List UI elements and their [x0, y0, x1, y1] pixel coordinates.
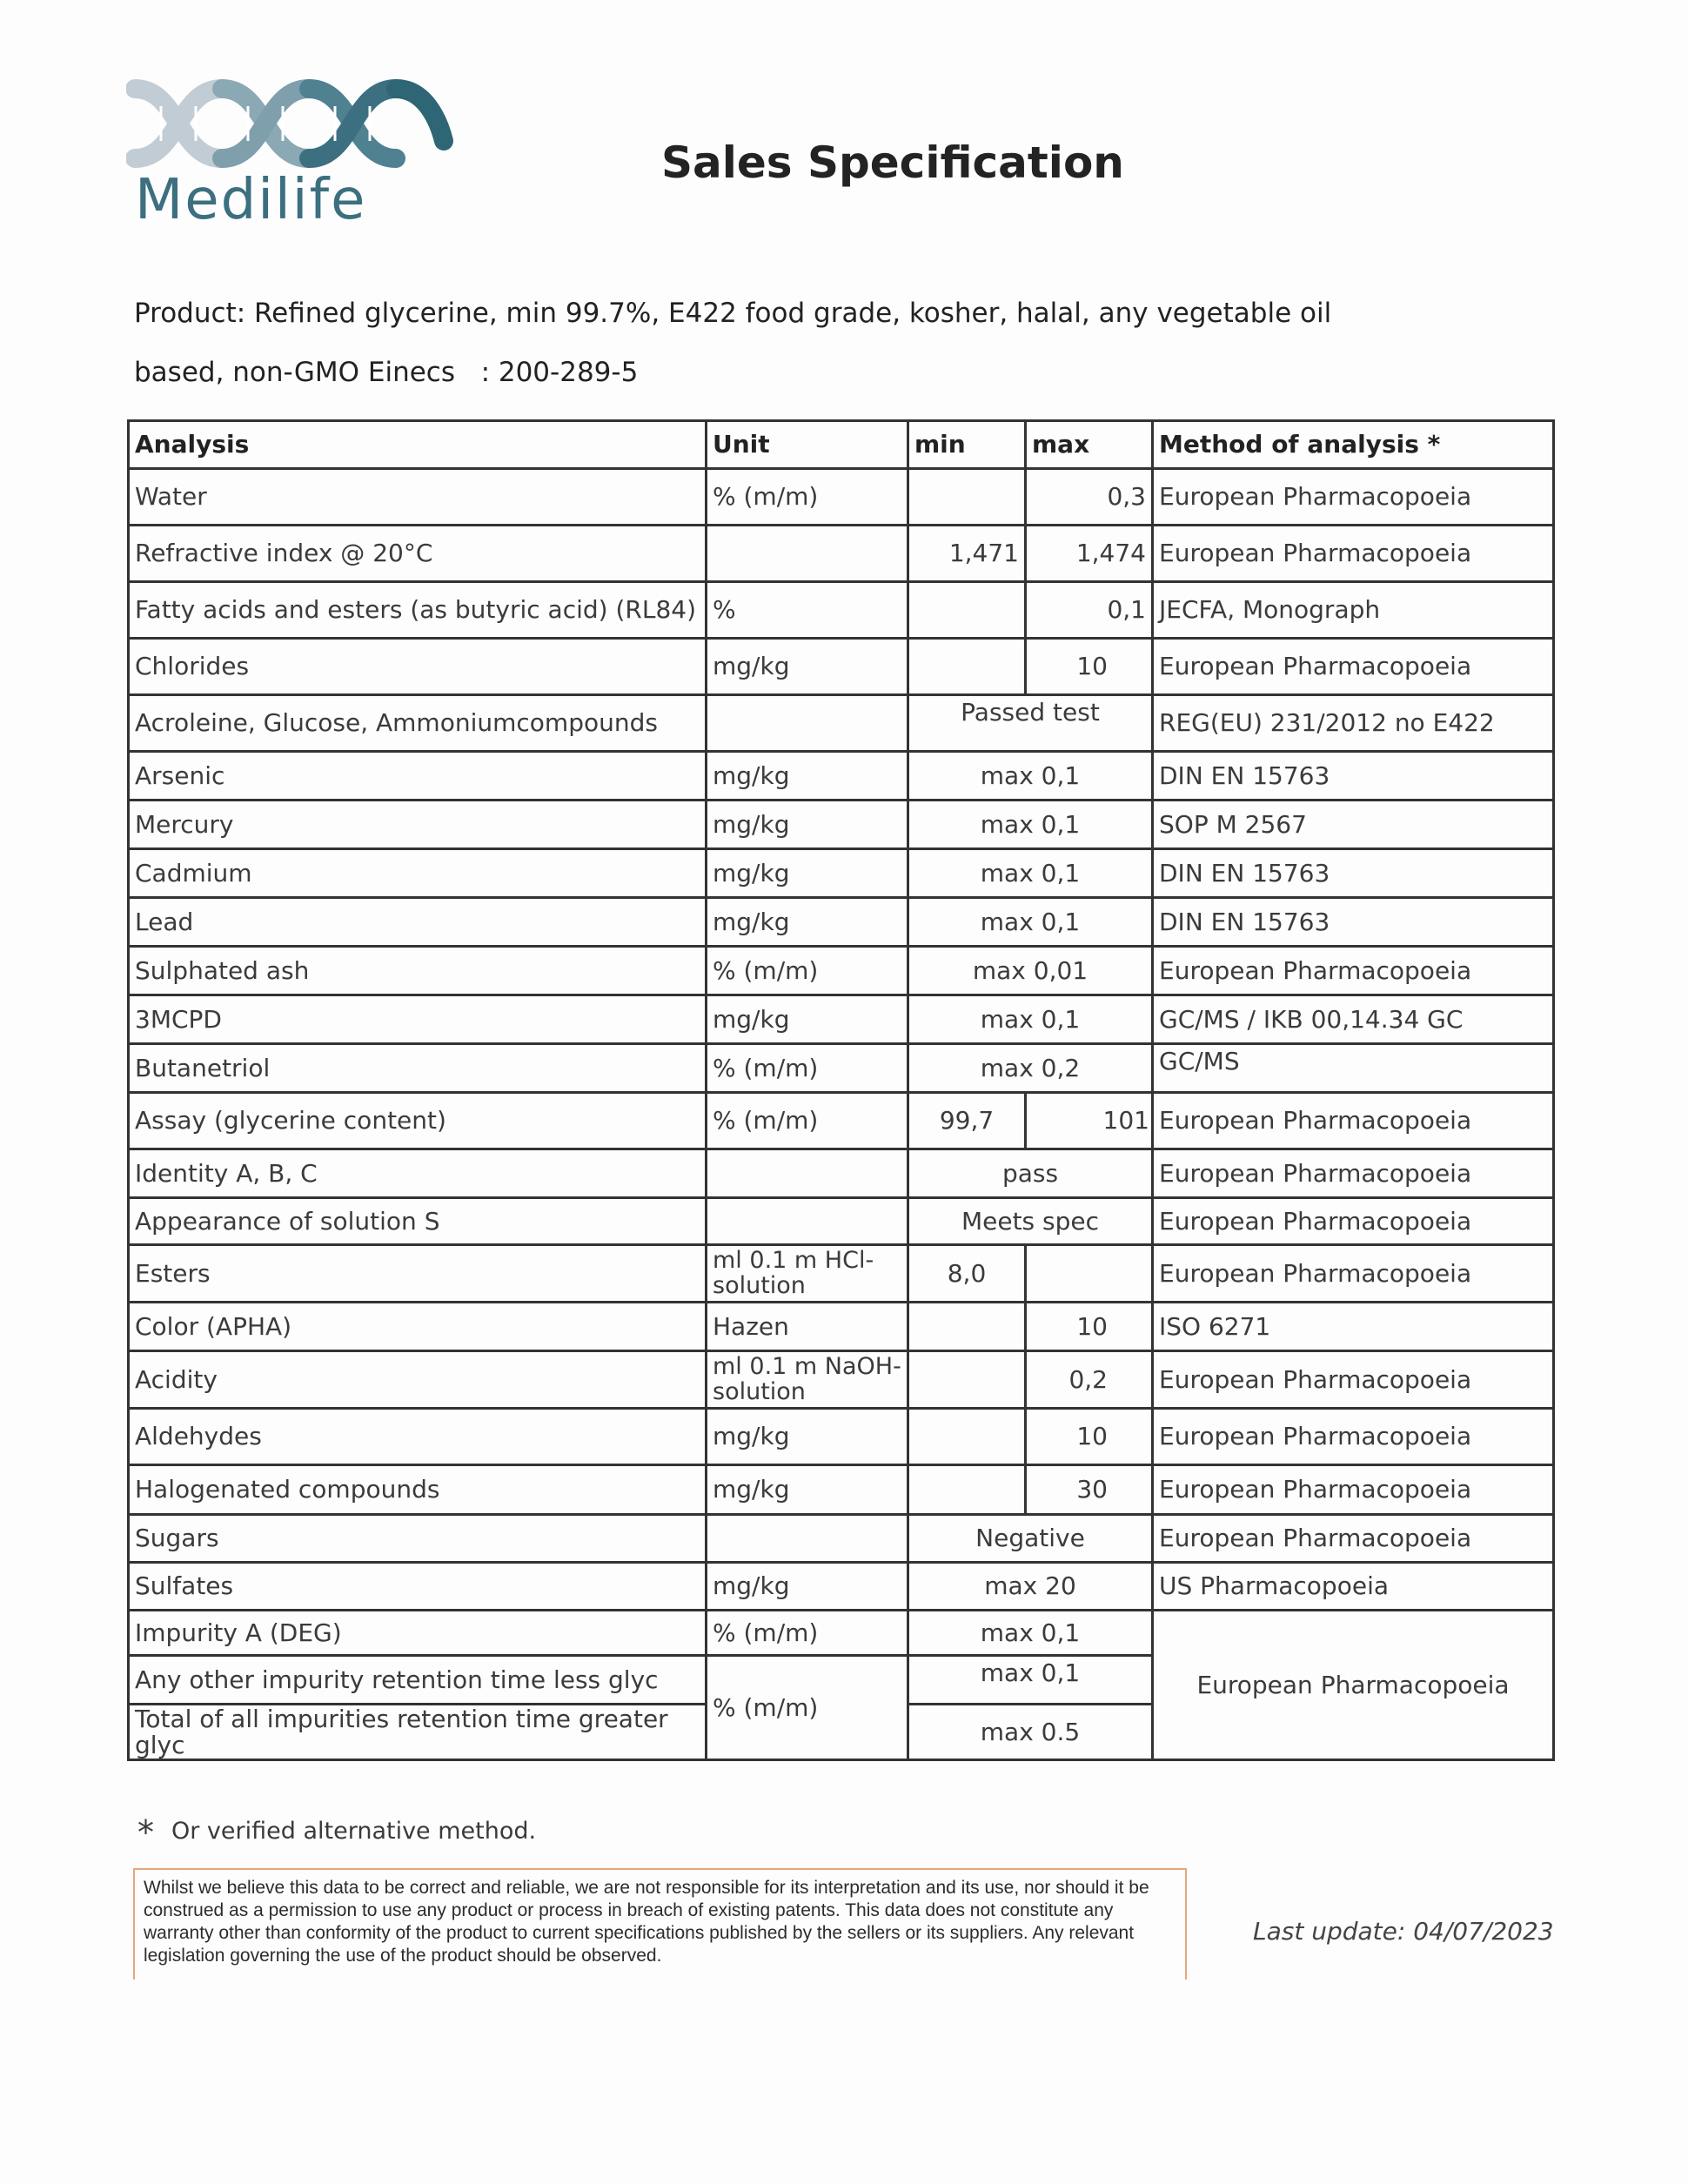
spec-value-cell: max 0,1: [908, 1611, 1153, 1656]
table-row: [129, 752, 1554, 801]
unit-cell: mg/kg: [707, 639, 908, 695]
analysis-cell: Sugars: [129, 1515, 707, 1563]
analysis-cell: Aldehydes: [129, 1409, 707, 1465]
analysis-cell: Chlorides: [129, 639, 707, 695]
analysis-cell: Appearance of solution S: [129, 1198, 707, 1245]
footnote-text: Or verified alternative method.: [171, 1818, 537, 1845]
analysis-cell: Mercury: [129, 801, 707, 849]
spec-value-cell: max 0,01: [908, 947, 1153, 995]
unit-cell: [707, 1515, 908, 1563]
method-cell: DIN EN 15763: [1153, 752, 1554, 801]
product-line-2: based, non-GMO Einecs : 200-289-5: [134, 357, 639, 388]
table-row: [129, 1093, 1554, 1149]
method-cell: European Pharmacopoeia: [1153, 947, 1554, 995]
page-title: Sales Specification: [661, 137, 1124, 188]
spec-value-cell: Negative: [908, 1515, 1153, 1563]
min-cell: [908, 1409, 1026, 1465]
header-min: min: [908, 421, 1026, 469]
unit-cell: mg/kg: [707, 1563, 908, 1611]
unit-cell: [707, 526, 908, 582]
max-cell: 1,474: [1026, 526, 1153, 582]
header-max: max: [1026, 421, 1153, 469]
last-update: Last update: 04/07/2023: [1253, 1917, 1554, 1946]
method-cell: European Pharmacopoeia: [1153, 469, 1554, 526]
header-analysis: Analysis: [129, 421, 707, 469]
specification-table: [127, 419, 1555, 1761]
unit-cell: % (m/m): [707, 1611, 908, 1656]
unit-cell: mg/kg: [707, 1465, 908, 1515]
unit-cell: % (m/m): [707, 1044, 908, 1093]
method-cell: JECFA, Monograph: [1153, 582, 1554, 639]
table-header-row: [129, 421, 1554, 469]
analysis-cell: Color (APHA): [129, 1303, 707, 1351]
table-row: [129, 995, 1554, 1044]
min-cell: [908, 469, 1026, 526]
analysis-cell: Butanetriol: [129, 1044, 707, 1093]
method-cell: DIN EN 15763: [1153, 898, 1554, 947]
table-row: [129, 801, 1554, 849]
asterisk: *: [137, 1813, 154, 1852]
table-row: [129, 1044, 1554, 1093]
table-row: [129, 1563, 1554, 1611]
table-row: [129, 1198, 1554, 1245]
unit-cell: mg/kg: [707, 1409, 908, 1465]
analysis-cell: Sulfates: [129, 1563, 707, 1611]
spec-value-cell: max 0,1: [908, 849, 1153, 898]
unit-cell: ml 0.1 m HCl-solution: [707, 1245, 908, 1303]
method-cell: US Pharmacopoeia: [1153, 1563, 1554, 1611]
method-cell: European Pharmacopoeia: [1153, 526, 1554, 582]
max-cell: 30: [1026, 1465, 1153, 1515]
unit-cell: [707, 695, 908, 752]
analysis-cell: Total of all impurities retention time greater glyc: [129, 1705, 707, 1760]
table-row: [129, 1465, 1554, 1515]
min-cell: [908, 1303, 1026, 1351]
table-row: [129, 526, 1554, 582]
analysis-cell: Lead: [129, 898, 707, 947]
max-cell: 0,2: [1026, 1351, 1153, 1409]
analysis-cell: Impurity A (DEG): [129, 1611, 707, 1656]
spec-value-cell: Passed test: [908, 695, 1153, 752]
disclaimer-box: Whilst we believe this data to be correct and reliable, we are not responsible for its interpretation and its use, nor should it be construed as a permission to use any product or process in breach of existing patents. This data does not constitute any warranty other than conformity of the product to current specifications published by the sellers or its suppliers. Any relevant legislation governing the use of the product should be observed.: [133, 1868, 1187, 1980]
max-cell: 10: [1026, 1303, 1153, 1351]
analysis-cell: Water: [129, 469, 707, 526]
analysis-cell: Any other impurity retention time less glyc: [129, 1656, 707, 1705]
min-cell: [908, 582, 1026, 639]
analysis-cell: Cadmium: [129, 849, 707, 898]
header-method: Method of analysis *: [1153, 421, 1554, 469]
spec-value-cell: max 0,1: [908, 1656, 1153, 1705]
dna-helix-icon: [126, 71, 457, 176]
product-line-1: Product: Refined glycerine, min 99.7%, E422 food grade, kosher, halal, any vegetable oil: [134, 298, 1332, 329]
min-cell: [908, 1351, 1026, 1409]
method-cell: European Pharmacopoeia: [1153, 1093, 1554, 1149]
spec-value-cell: max 0,1: [908, 752, 1153, 801]
analysis-cell: Assay (glycerine content): [129, 1093, 707, 1149]
unit-cell: [707, 1149, 908, 1198]
max-cell: 10: [1026, 1409, 1153, 1465]
method-cell: European Pharmacopoeia: [1153, 639, 1554, 695]
spec-value-cell: max 0,1: [908, 995, 1153, 1044]
analysis-cell: Refractive index @ 20°C: [129, 526, 707, 582]
method-cell: SOP M 2567: [1153, 801, 1554, 849]
header-unit: Unit: [707, 421, 908, 469]
table-row: [129, 1611, 1554, 1656]
table-row: [129, 1351, 1554, 1409]
table-row: [129, 639, 1554, 695]
medilife-logo: [126, 71, 457, 237]
unit-cell: [707, 1198, 908, 1245]
min-cell: 1,471: [908, 526, 1026, 582]
method-cell: European Pharmacopoeia: [1153, 1515, 1554, 1563]
table-row: [129, 469, 1554, 526]
spec-value-cell: max 0,2: [908, 1044, 1153, 1093]
spec-value-cell: Meets spec: [908, 1198, 1153, 1245]
max-cell: [1026, 1245, 1153, 1303]
spec-value-cell: pass: [908, 1149, 1153, 1198]
brand-name: Medilife: [135, 168, 367, 232]
method-cell: ISO 6271: [1153, 1303, 1554, 1351]
method-cell: European Pharmacopoeia: [1153, 1245, 1554, 1303]
method-cell: GC/MS / IKB 00,14.34 GC: [1153, 995, 1554, 1044]
spec-value-cell: max 20: [908, 1563, 1153, 1611]
analysis-cell: Acidity: [129, 1351, 707, 1409]
analysis-cell: Fatty acids and esters (as butyric acid) (RL84): [129, 582, 707, 639]
unit-cell: mg/kg: [707, 849, 908, 898]
max-cell: 0,1: [1026, 582, 1153, 639]
analysis-cell: 3MCPD: [129, 995, 707, 1044]
unit-cell: mg/kg: [707, 898, 908, 947]
analysis-cell: Esters: [129, 1245, 707, 1303]
method-cell: REG(EU) 231/2012 no E422: [1153, 695, 1554, 752]
spec-value-cell: max 0.5: [908, 1705, 1153, 1760]
table-row: [129, 1515, 1554, 1563]
method-cell: European Pharmacopoeia: [1153, 1409, 1554, 1465]
method-cell: European Pharmacopoeia: [1153, 1149, 1554, 1198]
table-row: [129, 849, 1554, 898]
analysis-cell: Acroleine, Glucose, Ammoniumcompounds: [129, 695, 707, 752]
table-row: [129, 1245, 1554, 1303]
spec-value-cell: max 0,1: [908, 898, 1153, 947]
method-cell: European Pharmacopoeia: [1153, 1465, 1554, 1515]
analysis-cell: Halogenated compounds: [129, 1465, 707, 1515]
unit-cell: Hazen: [707, 1303, 908, 1351]
table-row: [129, 695, 1554, 752]
min-cell: 8,0: [908, 1245, 1026, 1303]
analysis-cell: Identity A, B, C: [129, 1149, 707, 1198]
method-cell: European Pharmacopoeia: [1153, 1198, 1554, 1245]
unit-cell-merged: % (m/m): [707, 1656, 908, 1760]
unit-cell: %: [707, 582, 908, 639]
min-cell: [908, 1465, 1026, 1515]
method-cell: DIN EN 15763: [1153, 849, 1554, 898]
unit-cell: % (m/m): [707, 469, 908, 526]
max-cell: 101: [1026, 1093, 1153, 1149]
min-cell: 99,7: [908, 1093, 1026, 1149]
unit-cell: mg/kg: [707, 801, 908, 849]
unit-cell: % (m/m): [707, 1093, 908, 1149]
table-row: [129, 898, 1554, 947]
unit-cell: % (m/m): [707, 947, 908, 995]
max-cell: 10: [1026, 639, 1153, 695]
table-row: [129, 1303, 1554, 1351]
table-row: [129, 947, 1554, 995]
table-row: [129, 582, 1554, 639]
unit-cell: mg/kg: [707, 752, 908, 801]
max-cell: 0,3: [1026, 469, 1153, 526]
analysis-cell: Arsenic: [129, 752, 707, 801]
method-cell-merged: European Pharmacopoeia: [1153, 1611, 1554, 1760]
spec-value-cell: max 0,1: [908, 801, 1153, 849]
analysis-cell: Sulphated ash: [129, 947, 707, 995]
table-row: [129, 1149, 1554, 1198]
footnote: [137, 1808, 537, 1852]
unit-cell: mg/kg: [707, 995, 908, 1044]
method-cell: GC/MS: [1153, 1044, 1554, 1093]
method-cell: European Pharmacopoeia: [1153, 1351, 1554, 1409]
table-row: [129, 1409, 1554, 1465]
min-cell: [908, 639, 1026, 695]
unit-cell: ml 0.1 m NaOH-solution: [707, 1351, 908, 1409]
